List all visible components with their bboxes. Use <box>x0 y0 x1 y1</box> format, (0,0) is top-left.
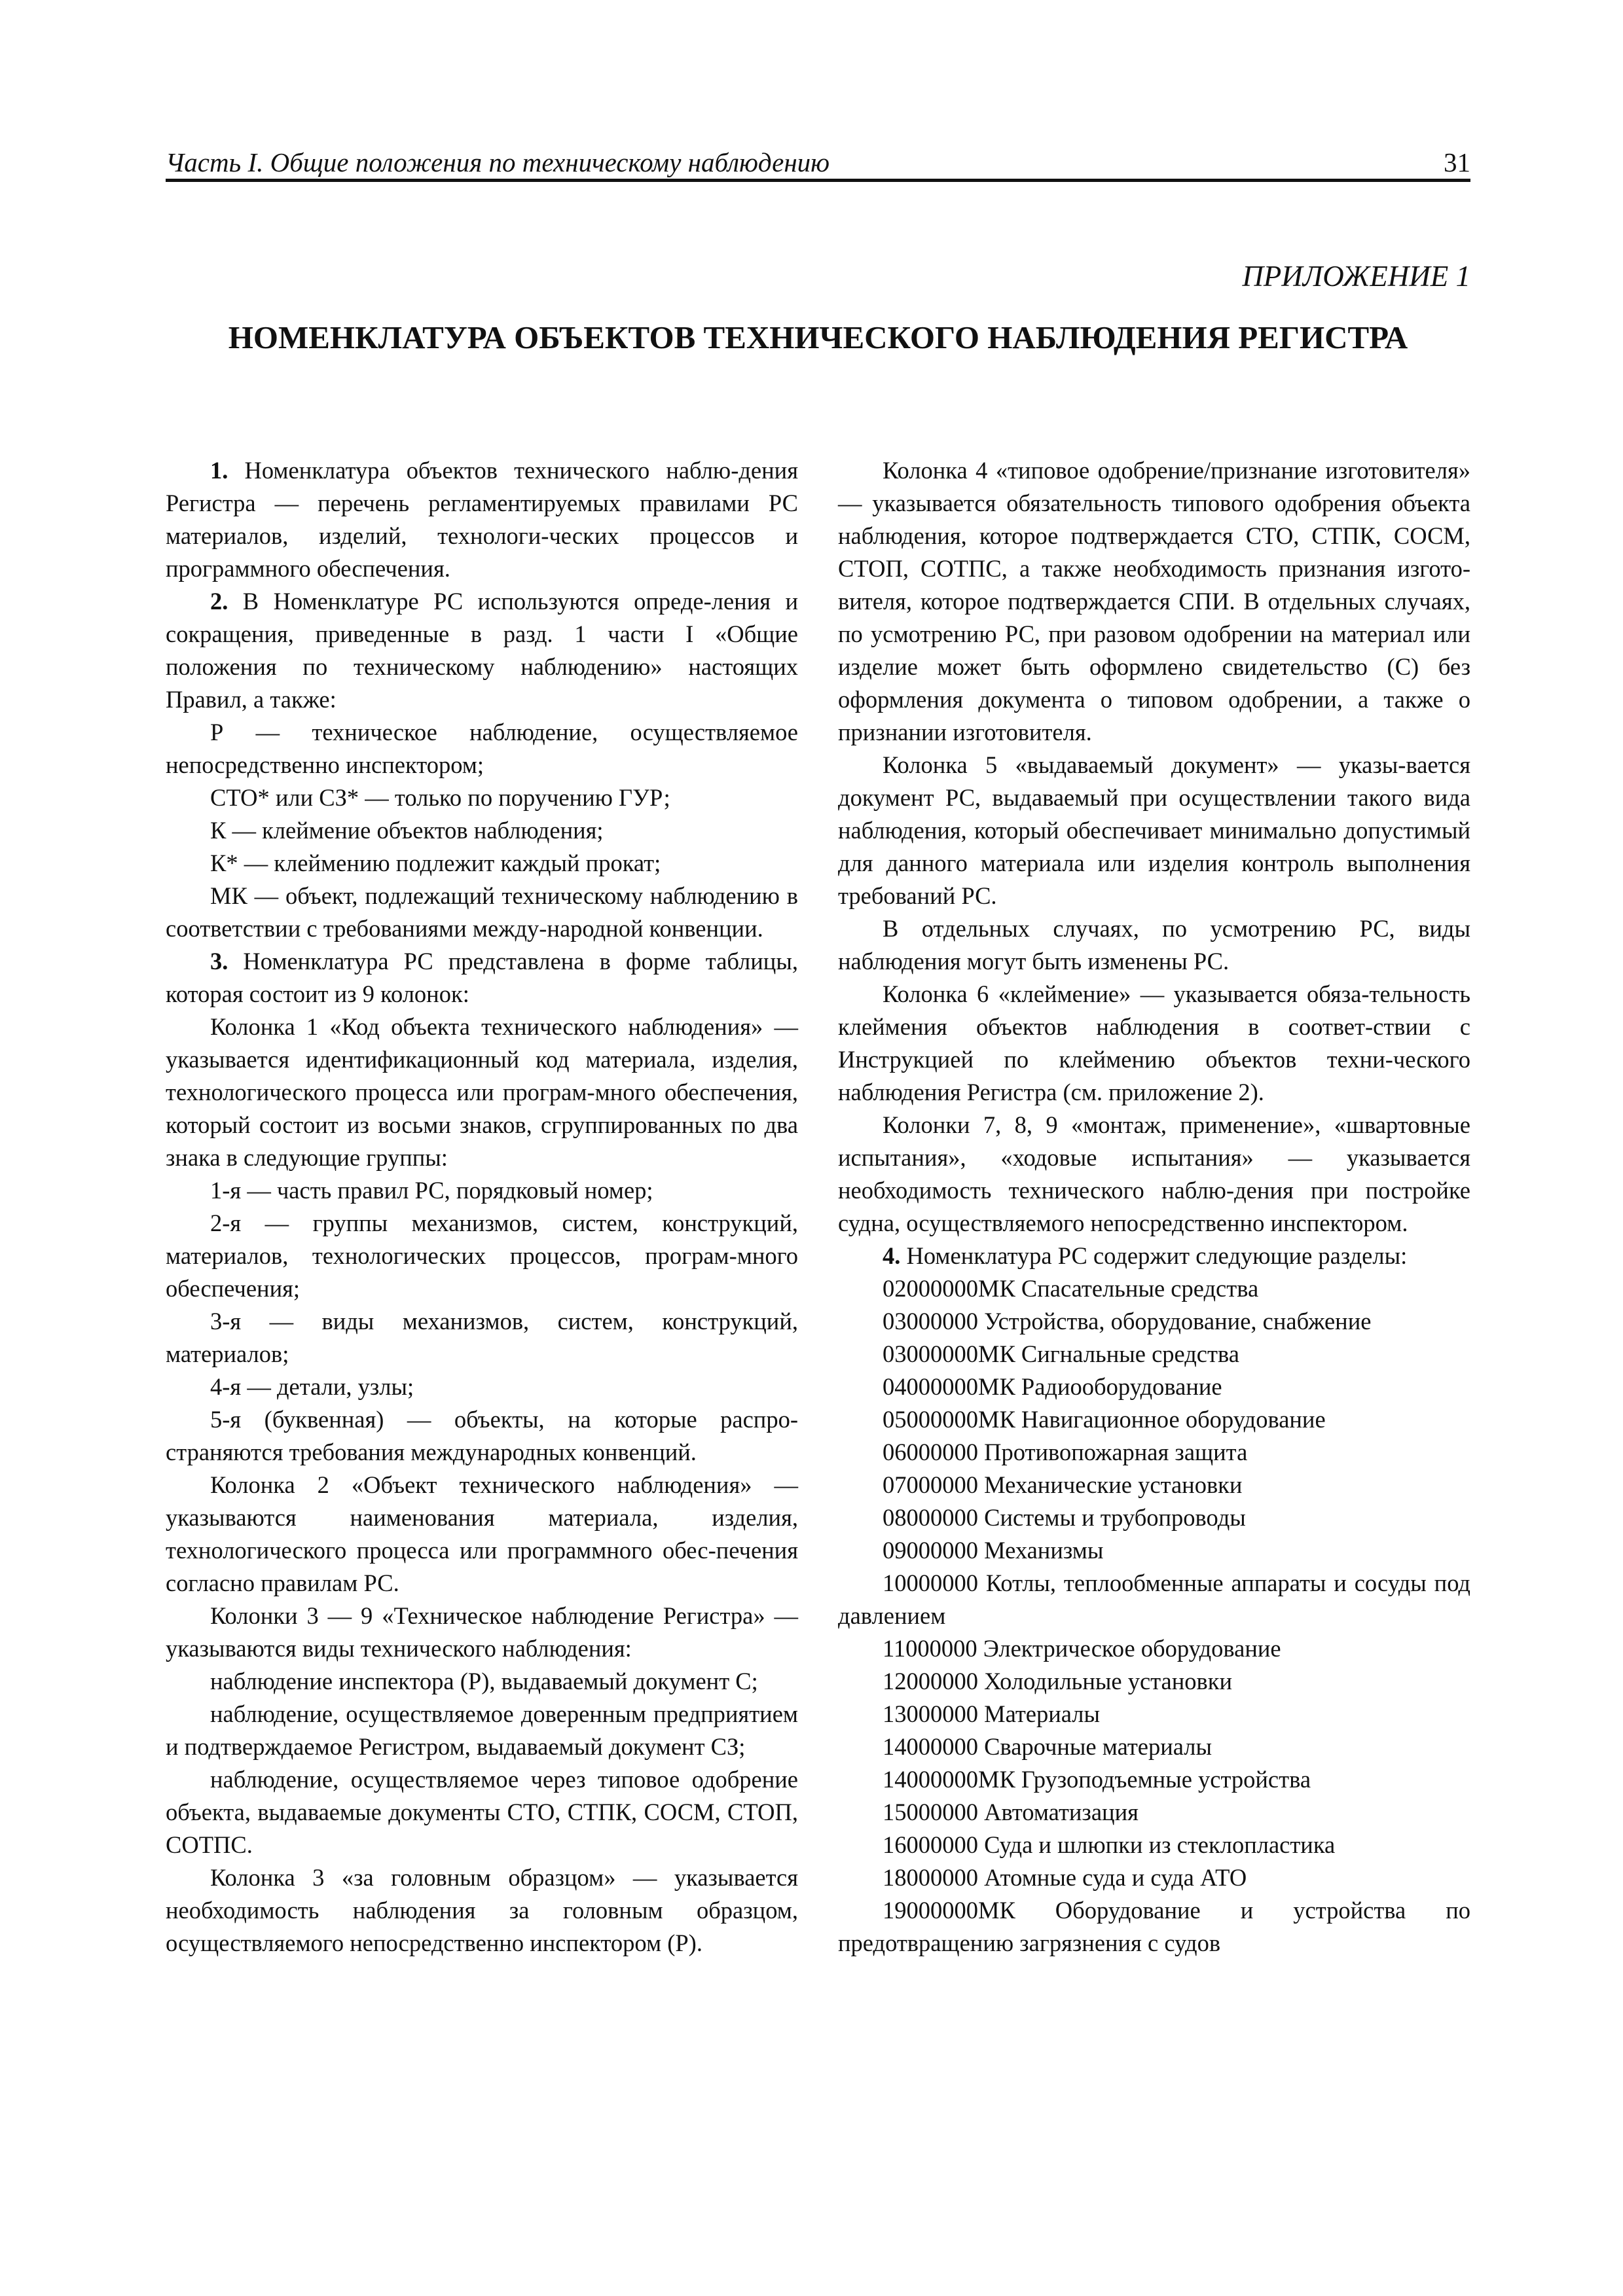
list-item: 03000000 Устройства, оборудование, снабжение <box>883 1308 1372 1335</box>
paragraph <box>838 1240 1470 1272</box>
paragraph: 3-я — виды механизмов, систем, конструкций, материалов; <box>166 1308 798 1367</box>
list-item: 08000000 Системы и трубопроводы <box>883 1504 1246 1531</box>
paragraph: Колонка 3 «за головным образцом» — указывается необходимость наблюдения за головным образцом, осуществляемого непосредственно инспектором (Р). <box>166 1864 798 1956</box>
paragraph: МК — объект, подлежащий техническому наблюдению в соответствии с требованиями между-народной конвенции. <box>166 882 798 942</box>
clause-number: 1. <box>210 457 228 484</box>
paragraph: СТО* или СЗ* — только по поручению ГУР; <box>210 784 670 811</box>
list-item: 02000000МК Спасательные средства <box>883 1275 1259 1302</box>
paragraph: 4-я — детали, узлы; <box>210 1373 414 1400</box>
paragraph: Р — техническое наблюдение, осуществляемое непосредственно инспектором; <box>166 719 798 778</box>
list-item: 19000000МК Оборудование и устройства по предотвращению загрязнения с судов <box>838 1897 1470 1956</box>
list-item: 04000000МК Радиооборудование <box>883 1373 1222 1400</box>
paragraph: Колонка 2 «Объект технического наблюдения» — указываются наименования материала, изделия, технологического процесса или программного обес-печения согласно правилам РС. <box>166 1471 798 1596</box>
running-header <box>166 143 1470 182</box>
paragraph: Колонка 4 «типовое одобрение/признание изготовителя» — указывается обязательность типового одобрения объекта наблюдения, которое подтверждается СТО, СТПК, СОСМ, СТОП, СОТПС, а также необходимость признания изгото-вителя, которое подтверждается СПИ. В отдельных случаях, по усмотрению РС, при разовом одобрении на материал или изделие может быть оформлено свидетельство (С) без оформления документа о типовом одобрении, а также о признании изготовителя. <box>838 457 1470 745</box>
list-item: 03000000МК Сигнальные средства <box>883 1340 1239 1367</box>
list-item: 12000000 Холодильные установки <box>883 1668 1233 1695</box>
paragraph: наблюдение, осуществляемое доверенным предприятием и подтверждаемое Регистром, выдаваемый документ СЗ; <box>166 1700 798 1760</box>
paragraph: К — клеймение объектов наблюдения; <box>210 817 604 844</box>
paragraph-text: В Номенклатуре РС используются опреде-ления и сокращения, приведенные в разд. 1 части I «Общие положения по техническому наблюдению» настоящих Правил, а также: <box>166 588 798 713</box>
paragraph: наблюдение инспектора (Р), выдаваемый документ С; <box>210 1668 758 1695</box>
list-item: 13000000 Материалы <box>883 1700 1101 1727</box>
list-item: 10000000 Котлы, теплообменные аппараты и сосуды под давлением <box>838 1570 1470 1629</box>
left-column <box>166 454 798 1960</box>
paragraph: В отдельных случаях, по усмотрению РС, виды наблюдения могут быть изменены РС. <box>838 915 1470 975</box>
paragraph-text: Номенклатура РС содержит следующие разделы: <box>900 1242 1408 1269</box>
paragraph: Колонка 5 «выдаваемый документ» — указы-вается документ РС, выдаваемый при осуществлении такого вида наблюдения, который обеспечивает минимально допустимый для данного материала или изделия контроль выполнения требований РС. <box>838 751 1470 909</box>
paragraph-text: Номенклатура объектов технического наблю-дения Регистра — перечень регламентируемых правилами РС материалов, изделий, технологи-ческих процессов и программного обеспечения. <box>166 457 798 582</box>
running-title: Часть I. Общие положения по техническому наблюдению <box>166 147 830 177</box>
list-item: 16000000 Суда и шлюпки из стеклопластика <box>883 1831 1336 1858</box>
paragraph: К* — клеймению подлежит каждый прокат; <box>210 850 661 876</box>
list-item: 14000000МК Грузоподъемные устройства <box>883 1766 1311 1793</box>
paragraph: 1-я — часть правил РС, порядковый номер; <box>210 1177 653 1204</box>
paragraph: Колонки 7, 8, 9 «монтаж, применение», «швартовные испытания», «ходовые испытания» — указывается необходимость технического наблю-дения при постройке судна, осуществляемого непосредственно инспектором. <box>838 1111 1470 1236</box>
paragraph: Колонка 1 «Код объекта технического наблюдения» — указывается идентификационный код материала, изделия, технологического процесса или програм-много обеспечения, который состоит из восьми знаков, сгруппированных по два знака в следующие группы: <box>166 1013 798 1171</box>
list-item: 09000000 Механизмы <box>883 1537 1104 1564</box>
list-item: 05000000МК Навигационное оборудование <box>883 1406 1326 1433</box>
clause-number: 3. <box>210 948 228 975</box>
clause-number: 4. <box>883 1242 901 1269</box>
list-item: 11000000 Электрическое оборудование <box>883 1635 1281 1662</box>
page-title: НОМЕНКЛАТУРА ОБЪЕКТОВ ТЕХНИЧЕСКОГО НАБЛЮДЕНИЯ РЕГИСТРА <box>228 319 1408 355</box>
clause-number: 2. <box>210 588 228 615</box>
sections-list <box>838 1272 1470 1960</box>
list-item: 07000000 Механические установки <box>883 1471 1243 1498</box>
list-item: 18000000 Атомные суда и суда АТО <box>883 1864 1247 1891</box>
list-item: 06000000 Противопожарная защита <box>883 1439 1248 1465</box>
paragraph: наблюдение, осуществляемое через типовое одобрение объекта, выдаваемые документы СТО, СТПК, СОСМ, СТОП, СОТПС. <box>166 1766 798 1858</box>
list-item: 14000000 Сварочные материалы <box>883 1733 1213 1760</box>
paragraph: 2-я — группы механизмов, систем, конструкций, материалов, технологических процессов, програм-много обеспечения; <box>166 1210 798 1302</box>
paragraph <box>166 945 798 1011</box>
right-column <box>838 454 1470 1960</box>
appendix-label: ПРИЛОЖЕНИЕ 1 <box>1242 260 1470 293</box>
list-item: 15000000 Автоматизация <box>883 1799 1139 1825</box>
paragraph: Колонки 3 — 9 «Техническое наблюдение Регистра» — указываются виды технического наблюдения: <box>166 1602 798 1662</box>
paragraph: Колонка 6 «клеймение» — указывается обяза-тельность клеймения объектов наблюдения в соответ-ствии с Инструкцией по клеймению объектов техни-ческого наблюдения Регистра (см. приложение 2). <box>838 980 1470 1105</box>
paragraph <box>166 454 798 585</box>
page-number: 31 <box>1444 147 1470 177</box>
paragraph-text: Номенклатура РС представлена в форме таблицы, которая состоит из 9 колонок: <box>166 948 798 1007</box>
paragraph <box>166 585 798 716</box>
paragraph: 5-я (буквенная) — объекты, на которые распро-страняются требования международных конвенций. <box>166 1406 798 1465</box>
